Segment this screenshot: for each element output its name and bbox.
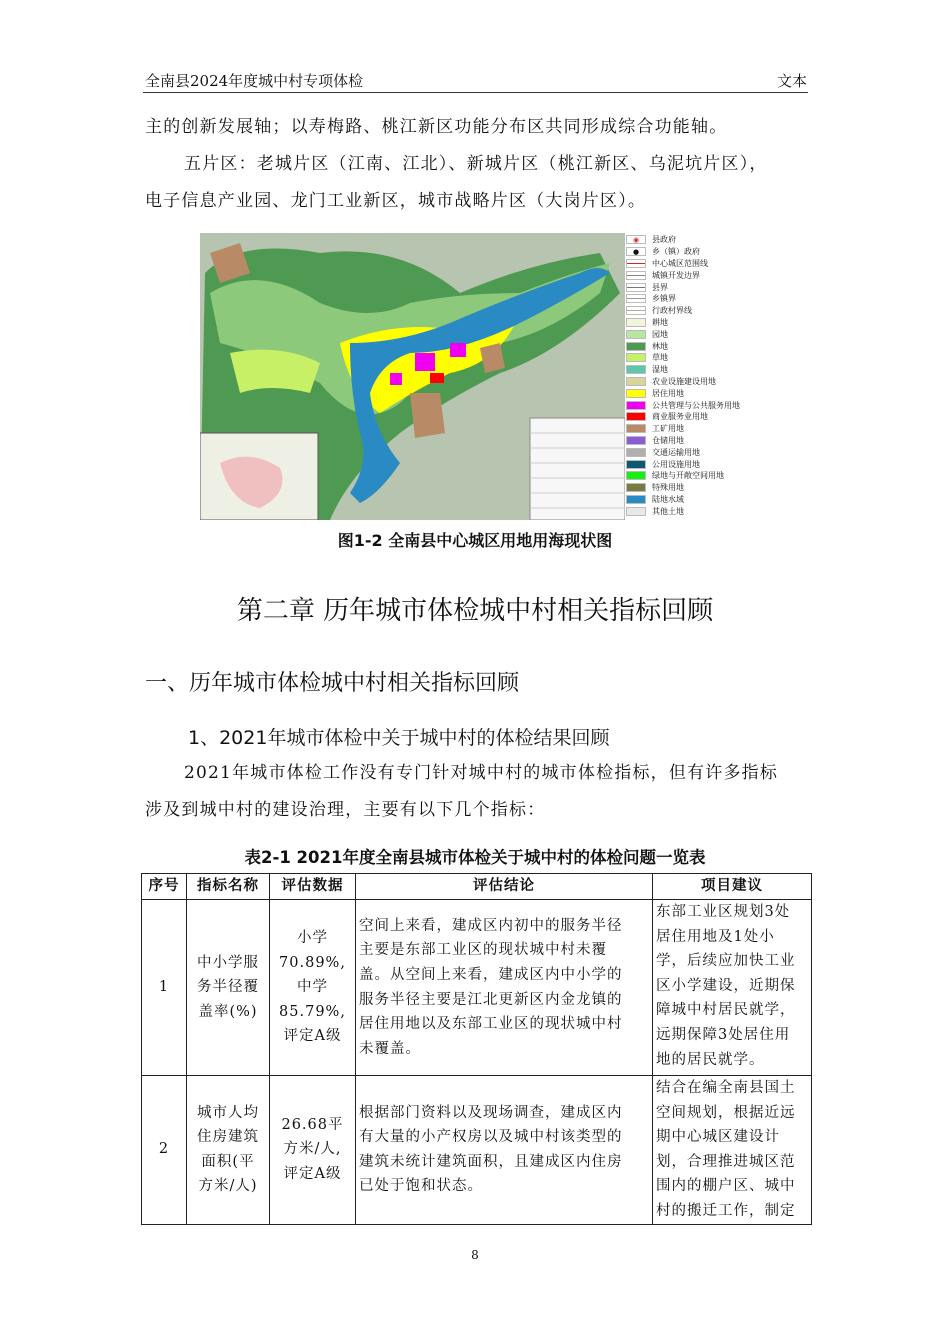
evaluation-data-line: 85.79%, [279,1003,346,1020]
legend-swatch [626,306,646,315]
legend-item [626,387,766,399]
legend-label: 耕地 [652,317,668,327]
evaluation-conclusion [356,1076,653,1225]
legend-item [626,470,766,482]
section-heading: 一、历年城市体检城中村相关指标回顾 [145,671,520,696]
project-suggestion-line: 东部工业区规划3处 [656,904,791,920]
legend-item [626,258,766,270]
legend-item [626,411,766,423]
legend-label: 交通运输用地 [652,447,700,457]
evaluation-conclusion-line: 盖。从空间上来看，建成区内中小学的 [359,966,623,983]
indicator-name-line: 面积(平 [201,1153,255,1170]
project-suggestion-line: 地的居民就学。 [656,1051,765,1068]
legend-label: 县政府 [652,235,676,245]
subsection-heading: 1、2021年城市体检中关于城中村的体检结果回顾 [188,727,610,749]
page-number: 8 [471,1248,479,1262]
legend-item [626,423,766,435]
legend-label: 中心城区范围线 [652,258,708,268]
project-suggestion [653,1076,812,1225]
project-suggestion-line: 学，后续应加快工业 [656,953,796,970]
legend-swatch [626,389,646,398]
legend-swatch [626,294,646,303]
legend-item [626,340,766,352]
evaluation-data [270,1076,356,1225]
legend-item [626,399,766,411]
legend-swatch [626,424,646,433]
legend-label: 陆地水域 [652,494,684,504]
indicator-name-line: 中小学服 [197,954,259,971]
table-caption: 表2-1 2021年度全南县城市体检关于城中村的体检问题一览表 [244,848,706,867]
indicator-name [187,900,270,1076]
legend-label: 林地 [652,341,668,351]
indicator-name-line: 务半径覆 [197,979,259,996]
indicator-name [187,1076,270,1225]
legend-label: 绿地与开敞空间用地 [652,471,724,481]
legend-label: 公共管理与公共服务用地 [652,400,740,410]
legend-swatch [626,436,646,445]
project-suggestion [653,900,812,1076]
evaluation-conclusion-line: 已处于饱和状态。 [359,1178,483,1195]
indicator-name-line: 方米/人) [198,1178,258,1195]
evaluation-data-line: 评定A级 [283,1028,342,1045]
legend-label: 特殊用地 [652,483,684,493]
project-suggestion-line: 划，合理推进城区范 [656,1153,796,1170]
legend-label: 商业服务业用地 [652,412,708,422]
evaluation-conclusion-line: 根据部门资料以及现场调查，建成区内 [359,1104,623,1121]
legend-item [626,446,766,458]
evaluation-conclusion-line: 有大量的小产权房以及城中村该类型的 [359,1129,623,1146]
legend-item [626,269,766,281]
legend-label: 乡镇界 [652,294,676,304]
legend-label: 其他土地 [652,506,684,516]
header-conclusion: 评估结论 [356,874,653,900]
evaluation-conclusion-line: 主要是东部工业区的现状城中村未覆 [359,942,607,959]
intro-line-3: 电子信息产业园、龙门工业新区，城市战略片区（大岗片区）。 [145,191,647,211]
map-legend [626,234,766,517]
evaluation-conclusion-line: 建筑未统计建筑面积，且建成区内住房 [359,1153,623,1170]
legend-swatch [626,507,646,516]
legend-swatch [626,330,646,339]
legend-item [626,293,766,305]
legend-item [626,281,766,293]
evaluation-conclusion-line: 服务半径主要是江北更新区内金龙镇的 [359,991,623,1008]
legend-item [626,328,766,340]
project-suggestion-line: 居住用地及1处小 [656,928,775,945]
evaluation-data-line: 方米/人, [283,1141,342,1158]
project-suggestion-line: 障城中村居民就学， [656,1002,796,1019]
project-suggestion-line: 远期保障3处居住用 [656,1026,791,1043]
legend-label: 仓储用地 [652,435,684,445]
legend-swatch [626,283,646,292]
header-title: 全南县2024年度城中村专项体检 [145,72,364,90]
body-line-1: 2021年城市体检工作没有专门针对城中村的城市体检指标，但有许多指标 [184,763,779,783]
header-no: 序号 [142,874,187,900]
evaluation-data-line: 70.89%, [279,954,346,971]
legend-swatch: ◉ [626,235,646,244]
indicator-name-line: 城市人均 [197,1104,259,1121]
indicator-name-line: 盖率(%) [198,1003,258,1020]
indicator-name-line: 住房建筑 [197,1129,259,1146]
legend-item [626,352,766,364]
header-right: 文本 [776,72,807,90]
legend-label: 湿地 [652,365,668,375]
legend-item [626,364,766,376]
intro-line-2: 五片区：老城片区（江南、江北）、新城片区（桃江新区、乌泥坑片区）， [184,154,768,174]
evaluation-data-line: 小学 [297,930,328,947]
legend-label: 农业设施建设用地 [652,376,716,386]
legend-item [626,305,766,317]
legend-label: 乡（镇）政府 [652,247,700,257]
intro-line-1: 主的创新发展轴；以寿梅路、桃江新区功能分布区共同形成综合功能轴。 [145,117,728,137]
legend-swatch [626,342,646,351]
evaluation-data-line: 评定A级 [283,1166,342,1183]
legend-label: 城镇开发边界 [652,270,700,280]
project-suggestion-line: 结合在编全南县国土 [656,1080,796,1096]
legend-label: 公用设施用地 [652,459,700,469]
legend-item [626,435,766,447]
table-header-row [142,874,812,900]
legend-item [626,234,766,246]
project-suggestion-line: 期中心城区建设计 [656,1129,780,1146]
legend-swatch [626,460,646,469]
project-suggestion-line: 空间规划，根据近远 [656,1104,796,1121]
legend-label: 园地 [652,329,668,339]
legend-item [626,482,766,494]
row-number: 2 [142,1076,187,1225]
row-number: 1 [142,900,187,1076]
project-suggestion-line: 围内的棚户区、城中 [656,1178,796,1195]
evaluation-conclusion [356,900,653,1076]
table-row [142,900,812,1076]
indicator-table [141,873,812,1225]
legend-item [626,494,766,506]
table-row [142,1076,812,1225]
evaluation-data [270,900,356,1076]
legend-label: 草地 [652,353,668,363]
legend-swatch [626,353,646,362]
body-line-2: 涉及到城中村的建设治理，主要有以下几个指标： [145,800,546,820]
legend-label: 工矿用地 [652,424,684,434]
legend-swatch [626,401,646,410]
project-suggestion-line: 区小学建设，近期保 [656,977,796,994]
header-data: 评估数据 [270,874,356,900]
legend-swatch [626,412,646,421]
legend-swatch [626,483,646,492]
legend-swatch [626,271,646,280]
header-divider [143,92,808,93]
legend-item [626,317,766,329]
legend-swatch [626,377,646,386]
evaluation-conclusion-line: 居住用地以及东部工业区的现状城中村 [359,1016,623,1033]
legend-label: 居住用地 [652,388,684,398]
legend-item [626,246,766,258]
evaluation-conclusion-line: 未覆盖。 [359,1040,421,1057]
header-suggestion: 项目建议 [653,874,812,900]
legend-item [626,505,766,517]
legend-swatch [626,259,646,268]
legend-label: 县界 [652,282,668,292]
land-use-map [200,233,625,520]
evaluation-conclusion-line: 空间上来看，建成区内初中的服务半径 [359,917,623,934]
legend-item [626,458,766,470]
figure-caption: 图1-2 全南县中心城区用地用海现状图 [337,531,613,550]
legend-label: 行政村界线 [652,306,692,316]
header-name: 指标名称 [187,874,270,900]
legend-swatch [626,448,646,457]
legend-swatch [626,495,646,504]
chapter-title: 第二章 历年城市体检城中村相关指标回顾 [236,596,714,626]
legend-swatch [626,318,646,327]
evaluation-data-line: 26.68平 [281,1116,344,1133]
legend-swatch: ● [626,247,646,256]
legend-swatch [626,365,646,374]
project-suggestion-line: 村的搬迁工作，制定 [656,1202,796,1219]
legend-item [626,376,766,388]
evaluation-data-line: 中学 [297,979,328,996]
legend-swatch [626,471,646,480]
